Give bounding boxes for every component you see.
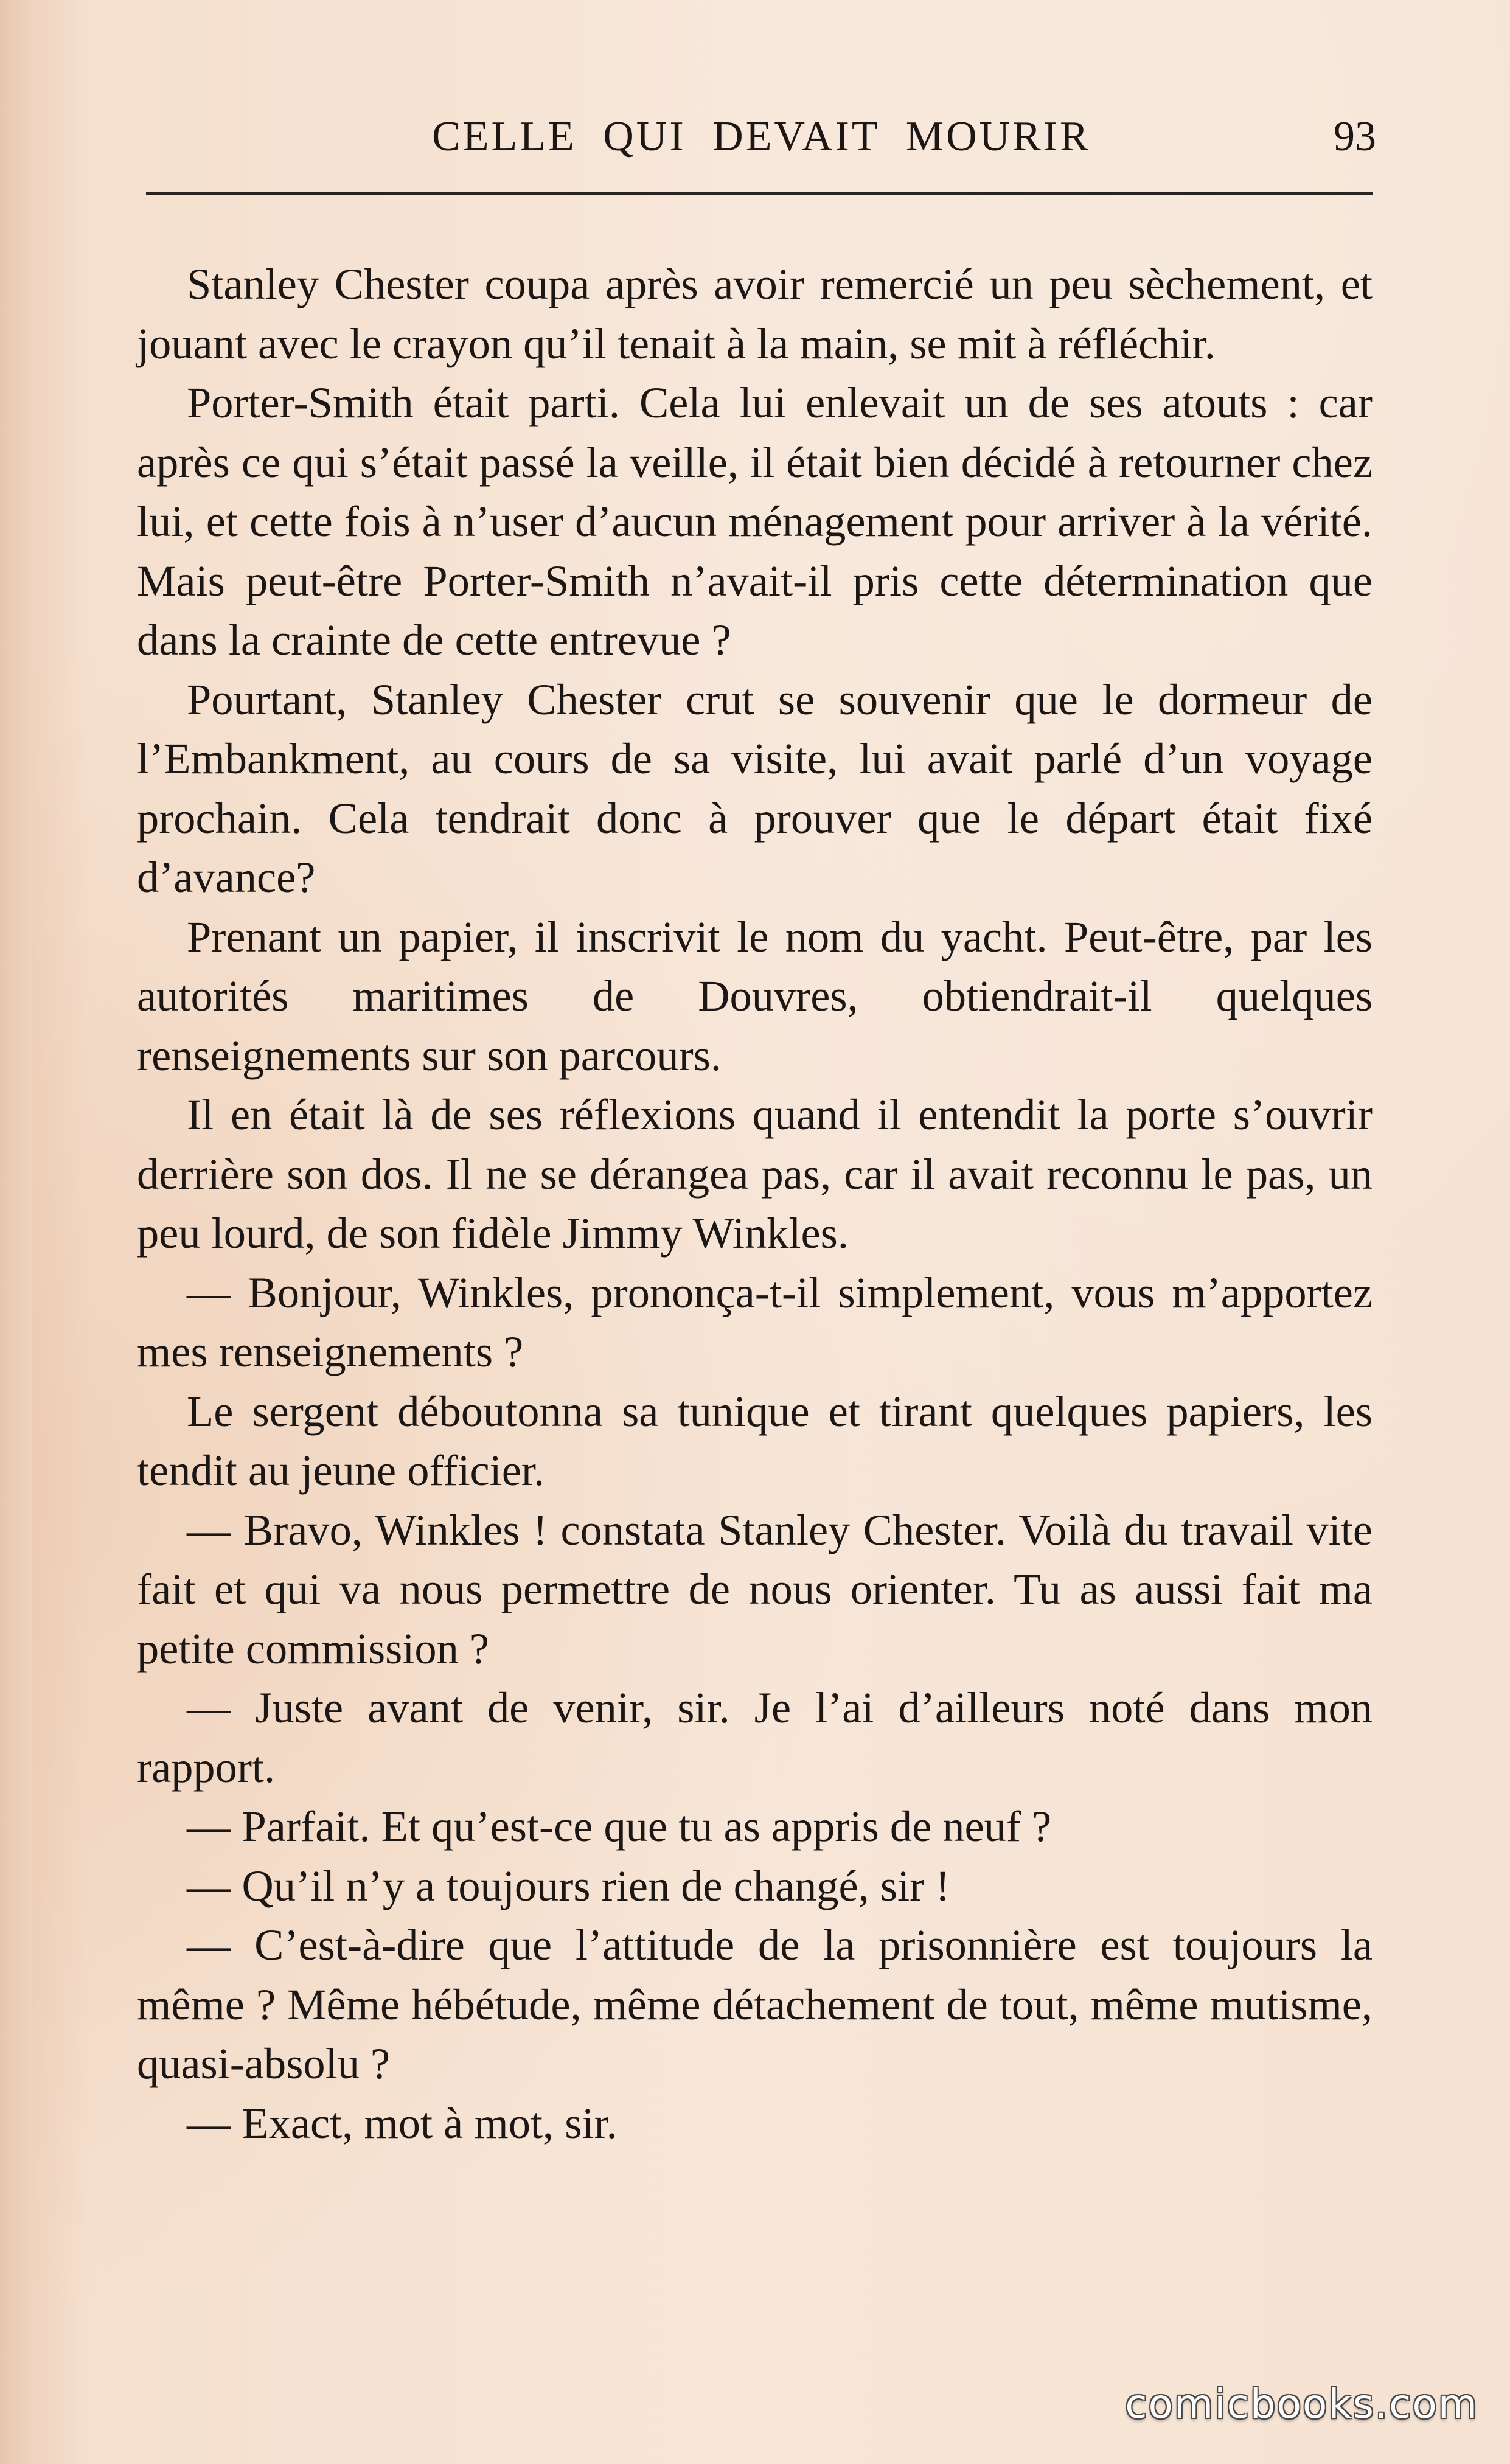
paragraph: Prenant un papier, il inscrivit le nom du yacht. Peut-être, par les autorités maritimes de Douvres, obtiendrait-il quelques renseignements sur son parcours. [137, 911, 1373, 1080]
paragraph: Pourtant, Stanley Chester crut se souvenir que le dormeur de l’Embankment, au cours de sa visite, lui avait parlé d’un voyage prochain. Cela tendrait donc à prouver que le départ était fixé d’avance? [137, 674, 1373, 902]
header-rule [146, 192, 1373, 195]
paragraph: — Parfait. Et qu’est-ce que tu as appris de neuf ? [187, 1801, 1052, 1851]
page-number: 93 [1334, 113, 1376, 160]
paragraph: Porter-Smith était parti. Cela lui enlevait un de ses atouts : car après ce qui s’était passé la veille, il était bien décidé à retourner chez lui, et cette fois à n’user d’aucun ménagement pour arriver à la vérité. Mais peut-être Porter-Smith n’avait-il pris cette détermination que dans la crainte de cette entrevue ? [137, 378, 1373, 664]
watermark: comicbooks.com [1125, 2381, 1478, 2427]
body-text [137, 254, 1373, 2153]
paragraph: Il en était là de ses réflexions quand il entendit la porte s’ouvrir derrière son dos. Il ne se dérangea pas, car il avait reconnu le pas, un peu lourd, de son fidèle Jimmy Winkles. [137, 1090, 1373, 1258]
running-title: CELLE QUI DEVAIT MOURIR [432, 113, 1091, 160]
paragraph: — Exact, mot à mot, sir. [187, 2098, 618, 2148]
paragraph: — Juste avant de venir, sir. Je l’ai d’ailleurs noté dans mon rapport. [137, 1683, 1373, 1792]
page-edge [0, 0, 32, 2464]
running-head [146, 110, 1376, 164]
paragraph: — C’est-à-dire que l’attitude de la prisonnière est toujours la même ? Même hébétude, même détachement de tout, même mutisme, quasi-absolu ? [137, 1920, 1373, 2088]
paragraph: Stanley Chester coupa après avoir remercié un peu sèchement, et jouant avec le crayon qu’il tenait à la main, se mit à réfléchir. [137, 259, 1373, 368]
paragraph: — Bravo, Winkles ! constata Stanley Chester. Voilà du travail vite fait et qui va nous permettre de nous orienter. Tu as aussi fait ma petite commission ? [137, 1505, 1373, 1673]
paragraph: — Bonjour, Winkles, prononça-t-il simplement, vous m’apportez mes renseignements ? [137, 1267, 1373, 1376]
paragraph: Le sergent déboutonna sa tunique et tirant quelques papiers, les tendit au jeune officier. [137, 1386, 1373, 1495]
paragraph: — Qu’il n’y a toujours rien de changé, sir ! [187, 1860, 950, 1910]
